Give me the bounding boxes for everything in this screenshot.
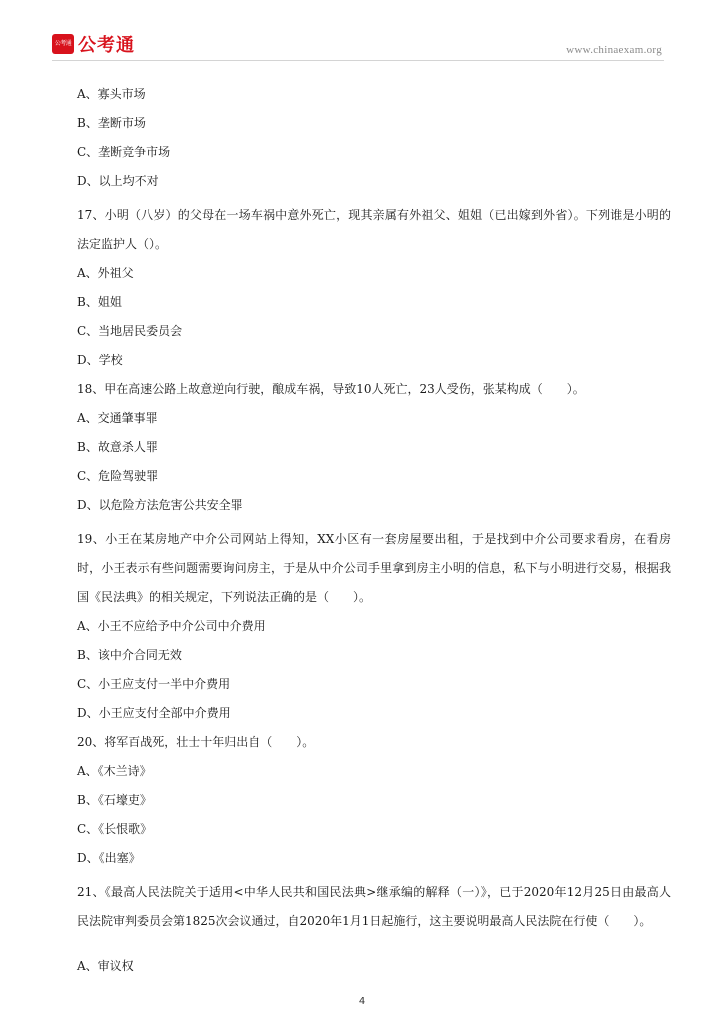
option-line: D、《出塞》 — [77, 851, 141, 865]
option-line: B、垄断市场 — [77, 116, 146, 130]
option-line: A、审议权 — [77, 959, 134, 973]
option-line: D、学校 — [77, 353, 123, 367]
option-line: A、交通肇事罪 — [77, 411, 158, 425]
option-line: D、以危险方法危害公共安全罪 — [77, 498, 243, 512]
option-line: B、该中介合同无效 — [77, 648, 182, 662]
page-number: 4 — [358, 996, 366, 1007]
option-line: B、姐姐 — [77, 295, 122, 309]
brand-logo[interactable] — [52, 32, 135, 56]
question-18: 18、甲在高速公路上故意逆向行驶，酿成车祸，导致10人死亡，23人受伤，张某构成（ ）。 — [77, 382, 585, 396]
question-20: 20、将军百战死，壮士十年归出自（ ）。 — [77, 735, 315, 749]
page-header — [0, 0, 724, 62]
option-line: C、《长恨歌》 — [77, 822, 153, 836]
option-line: B、《石壕吏》 — [77, 793, 152, 807]
option-line: A、小王不应给予中介公司中介费用 — [77, 619, 266, 633]
document-body — [77, 80, 671, 981]
question-21: 21、《最高人民法院关于适用<中华人民共和国民法典>继承编的解释（一）》，已于2020年12月25日由最高人民法院审判委员会第1825次会议通过，自2020年1月1日起施行，这主要说明最高人民法院在行使（ ）。 — [77, 885, 671, 928]
logo-text: 公考通 — [78, 35, 135, 56]
option-line: C、当地居民委员会 — [77, 324, 183, 338]
option-line: B、故意杀人罪 — [77, 440, 158, 454]
option-line: D、以上均不对 — [77, 174, 159, 188]
header-divider — [52, 60, 664, 61]
option-line: C、小王应支付一半中介费用 — [77, 677, 231, 691]
option-line: A、《木兰诗》 — [77, 764, 152, 778]
option-line: C、危险驾驶罪 — [77, 469, 159, 483]
option-line: D、小王应支付全部中介费用 — [77, 706, 231, 720]
site-url[interactable]: www.chinaexam.org — [566, 44, 662, 56]
question-19: 19、小王在某房地产中介公司网站上得知，XX小区有一套房屋要出租，于是找到中介公司要求看房，在看房时，小王表示有些问题需要询问房主，于是从中介公司手里拿到房主小明的信息，私下与小明进行交易，根据我国《民法典》的相关规定，下列说法正确的是（ ）。 — [77, 532, 671, 604]
option-line: C、垄断竞争市场 — [77, 145, 171, 159]
option-line: A、寡头市场 — [77, 87, 146, 101]
logo-mark-icon: 公考通 — [52, 34, 74, 54]
question-17: 17、小明（八岁）的父母在一场车祸中意外死亡，现其亲属有外祖父、姐姐（已出嫁到外省）。下列谁是小明的法定监护人（）。 — [77, 208, 671, 251]
option-line: A、外祖父 — [77, 266, 134, 280]
